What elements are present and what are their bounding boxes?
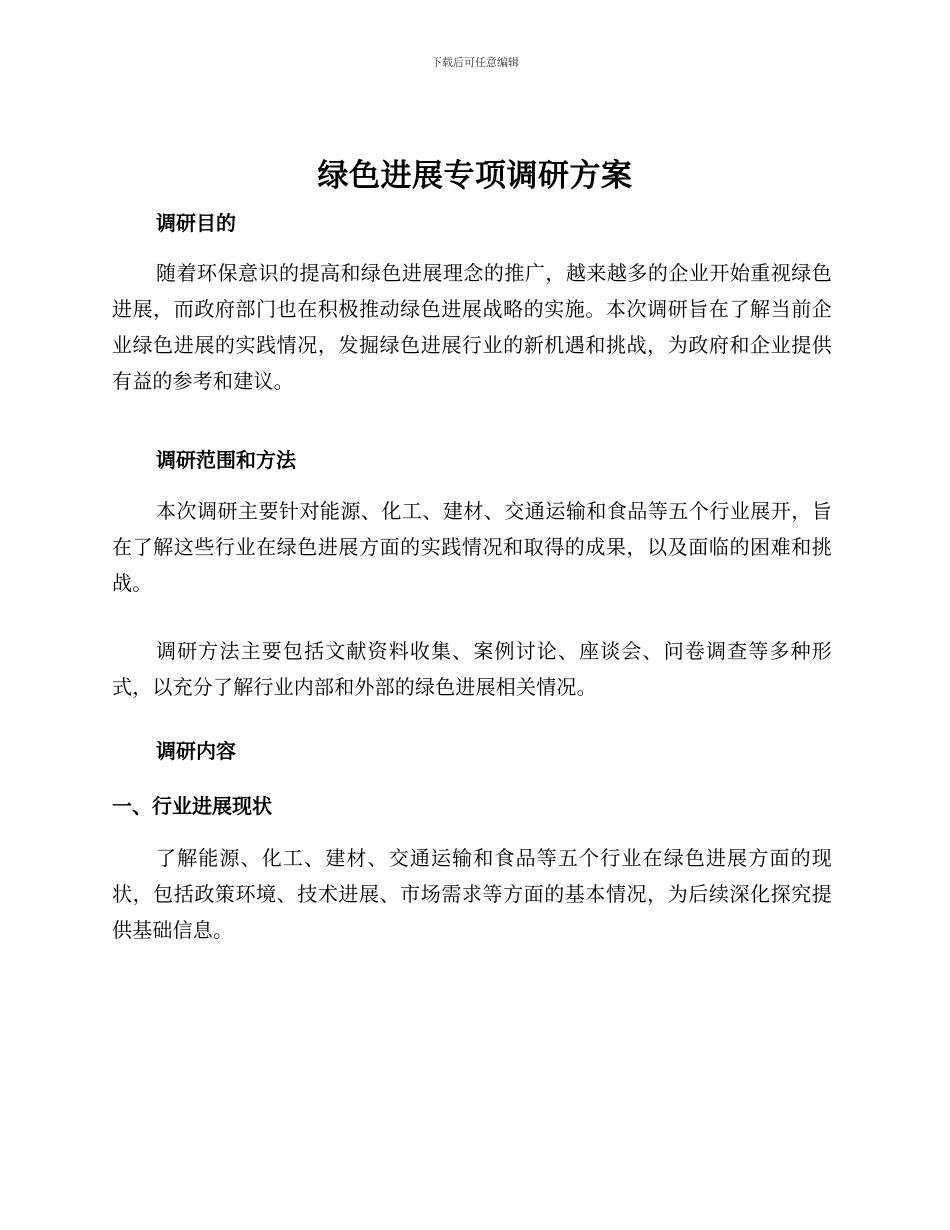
header-note: 下载后可任意编辑 <box>431 56 519 69</box>
paragraph-scope: 本次调研主要针对能源、化工、建材、交通运输和食品等五个行业展开，旨在了解这些行业在绿色进展方面的实践情况和取得的成果，以及面临的困难和挑战。 <box>112 499 832 595</box>
section-heading-purpose: 调研目的 <box>156 211 236 235</box>
paragraph-industry: 了解能源、化工、建材、交通运输和食品等五个行业在绿色进展方面的现状，包括政策环境、技术进展、市场需求等方面的基本情况，为后续深化探究提供基础信息。 <box>112 846 832 942</box>
section-heading-content: 调研内容 <box>156 739 236 763</box>
document-title: 绿色进展专项调研方案 <box>317 158 633 194</box>
subsection-heading-industry: 一、行业进展现状 <box>112 794 272 818</box>
section-heading-scope: 调研范围和方法 <box>156 448 296 472</box>
paragraph-purpose: 随着环保意识的提高和绿色进展理念的推广，越来越多的企业开始重视绿色进展，而政府部门也在积极推动绿色进展战略的实施。本次调研旨在了解当前企业绿色进展的实践情况，发掘绿色进展行业的新机遇和挑战，为政府和企业提供有益的参考和建议。 <box>112 261 832 393</box>
paragraph-method: 调研方法主要包括文献资料收集、案例讨论、座谈会、问卷调查等多种形式，以充分了解行业内部和外部的绿色进展相关情况。 <box>112 639 832 699</box>
